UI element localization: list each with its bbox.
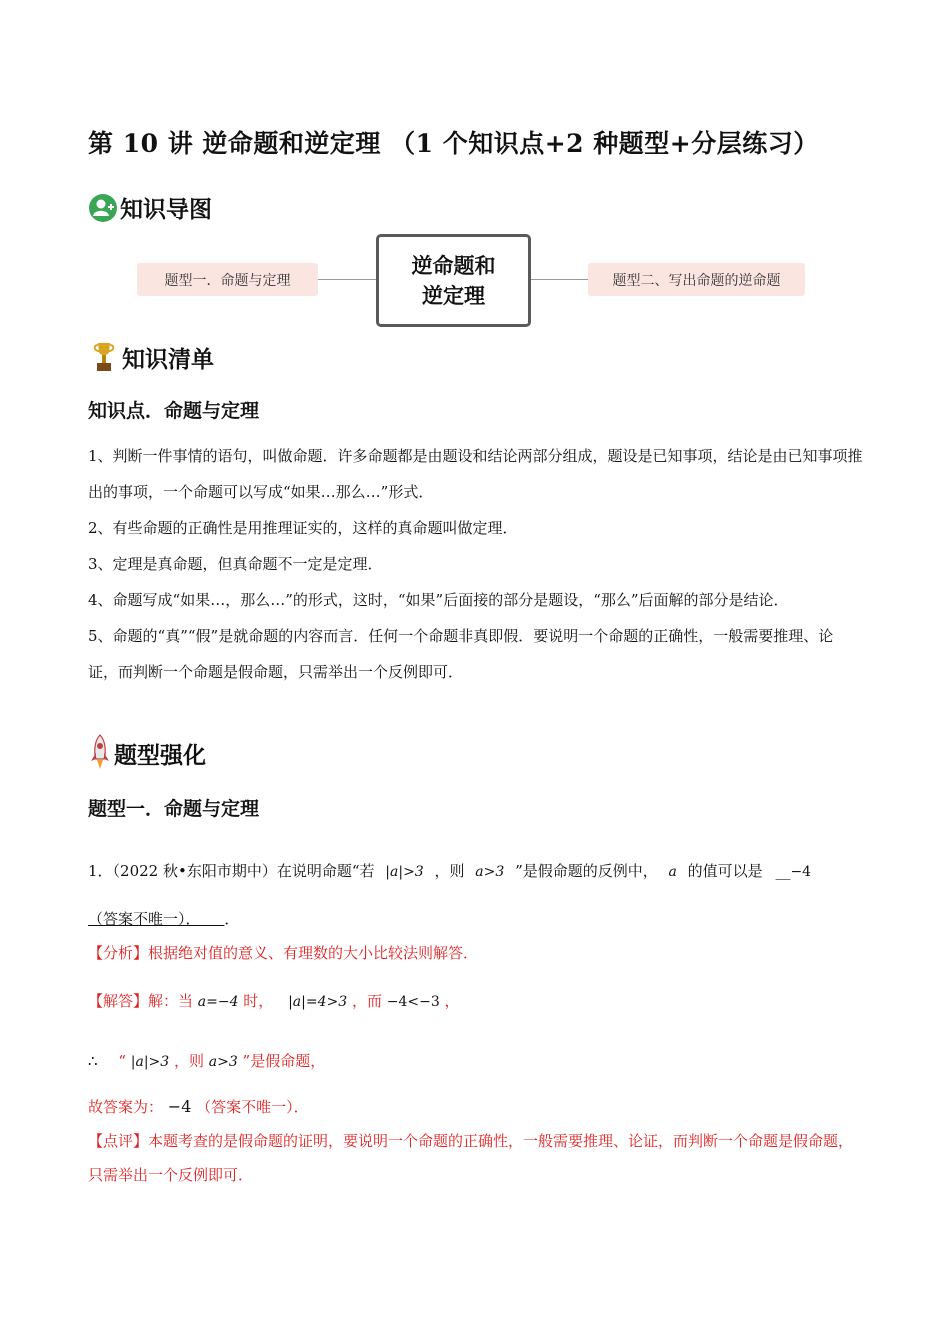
solution-math-2: |a|=4>3 [288, 994, 348, 1010]
page-title: 第 10 讲 逆命题和逆定理 （1 个知识点+2 种题型+分层练习） [88, 129, 819, 158]
question-conclusion-math: a>3 [475, 864, 505, 880]
final-answer-line [88, 1096, 309, 1117]
mindmap-node-left: 题型一．命题与定理 [137, 263, 318, 296]
therefore-symbol: ∴ [88, 1052, 98, 1070]
mindmap-connector-right [528, 279, 588, 280]
therefore-math-2: a>3 [208, 1054, 238, 1070]
practice-heading: 题型强化 [114, 742, 206, 769]
user-add-icon [88, 193, 118, 223]
practice-subtitle: 题型一．命题与定理 [88, 798, 260, 820]
mindmap-node-right: 题型二、写出命题的逆命题 [588, 263, 805, 296]
therefore-quote-open: “ [118, 1052, 126, 1070]
solution-line [88, 990, 460, 1011]
question-1-answer-line [88, 908, 239, 929]
knowledge-item: 1、判断一件事情的语句，叫做命题．许多命题都是由题设和结论两部分组成，题设是已知事项，结论是由已知事项推出的事项，一个命题可以写成“如果…那么…”形式． [88, 447, 863, 501]
knowledge-heading: 知识清单 [122, 346, 214, 373]
solution-text-3: ， [444, 992, 460, 1010]
final-value: −4 [167, 1097, 192, 1116]
mindmap-center-line1: 逆命题和 [411, 253, 496, 278]
solution-label: 【解答】解：当 [88, 992, 194, 1010]
final-label: 故答案为： [88, 1098, 164, 1116]
knowledge-item: 5、命题的“真”“假”是就命题的内容而言．任何一个命题非真即假．要说明一个命题的正确性，一般需要推理、论证，而判断一个命题是假命题，只需举出一个反例即可． [88, 627, 834, 681]
comment-text: 【点评】本题考查的是假命题的证明，要说明一个命题的正确性，一般需要推理、论证，而判断一个命题是假命题，只需举出一个反例即可． [88, 1132, 854, 1184]
question-end: ． [224, 910, 240, 928]
question-mid1: ，则 [434, 862, 465, 880]
therefore-math-1: |a|>3 [130, 1054, 170, 1070]
knowledge-item: 2、有些命题的正确性是用推理证实的，这样的真命题叫做定理． [88, 519, 518, 537]
rocket-icon [88, 733, 112, 773]
question-mid3: 的值可以是 [687, 862, 763, 880]
practice-section-header [88, 733, 206, 773]
knowledge-item: 3、定理是真命题，但真命题不一定是定理． [88, 555, 383, 573]
knowledge-subtitle: 知识点．命题与定理 [88, 400, 260, 422]
question-answer-value: −4 [790, 864, 812, 880]
trophy-icon [92, 340, 116, 374]
question-answer-note: （答案不唯一）． [88, 910, 201, 928]
mindmap-heading: 知识导图 [120, 197, 212, 223]
question-1: 1．（2022 秋•东阳市期中）在说明命题“若 |a|>3 ，则 a>3 ”是假命题的反例中， a 的值可以是 __−4 [88, 862, 812, 880]
solution-text-2: ，而 [351, 992, 382, 1010]
question-prefix: 1．（2022 秋•东阳市期中）在说明命题“若 [88, 862, 375, 880]
therefore-text-2: ”是假命题， [242, 1052, 326, 1070]
mindmap-center-node [376, 234, 531, 327]
mindmap-section-header [88, 191, 212, 224]
therefore-line [88, 1050, 325, 1071]
therefore-text-1: ，则 [173, 1052, 204, 1070]
question-variable-math: a [668, 864, 677, 880]
analysis-text: 【分析】根据绝对值的意义、有理数的大小比较法则解答． [88, 944, 479, 962]
final-note: （答案不唯一）． [196, 1098, 309, 1116]
question-mid2: ”是假命题的反例中， [515, 862, 658, 880]
knowledge-section-header [92, 340, 214, 374]
solution-math-1: a=−4 [197, 994, 239, 1010]
mindmap-connector-left [318, 279, 378, 280]
solution-text-1: 时， [243, 992, 274, 1010]
knowledge-list [88, 438, 863, 690]
question-condition-math: |a|>3 [385, 864, 424, 880]
mindmap-center-line2: 逆定理 [422, 283, 485, 308]
knowledge-item: 4、命题写成“如果…，那么…”的形式，这时，“如果”后面接的部分是题设，“那么”后面解的部分是结论． [88, 591, 789, 609]
solution-math-3: −4<−3 [386, 994, 440, 1010]
